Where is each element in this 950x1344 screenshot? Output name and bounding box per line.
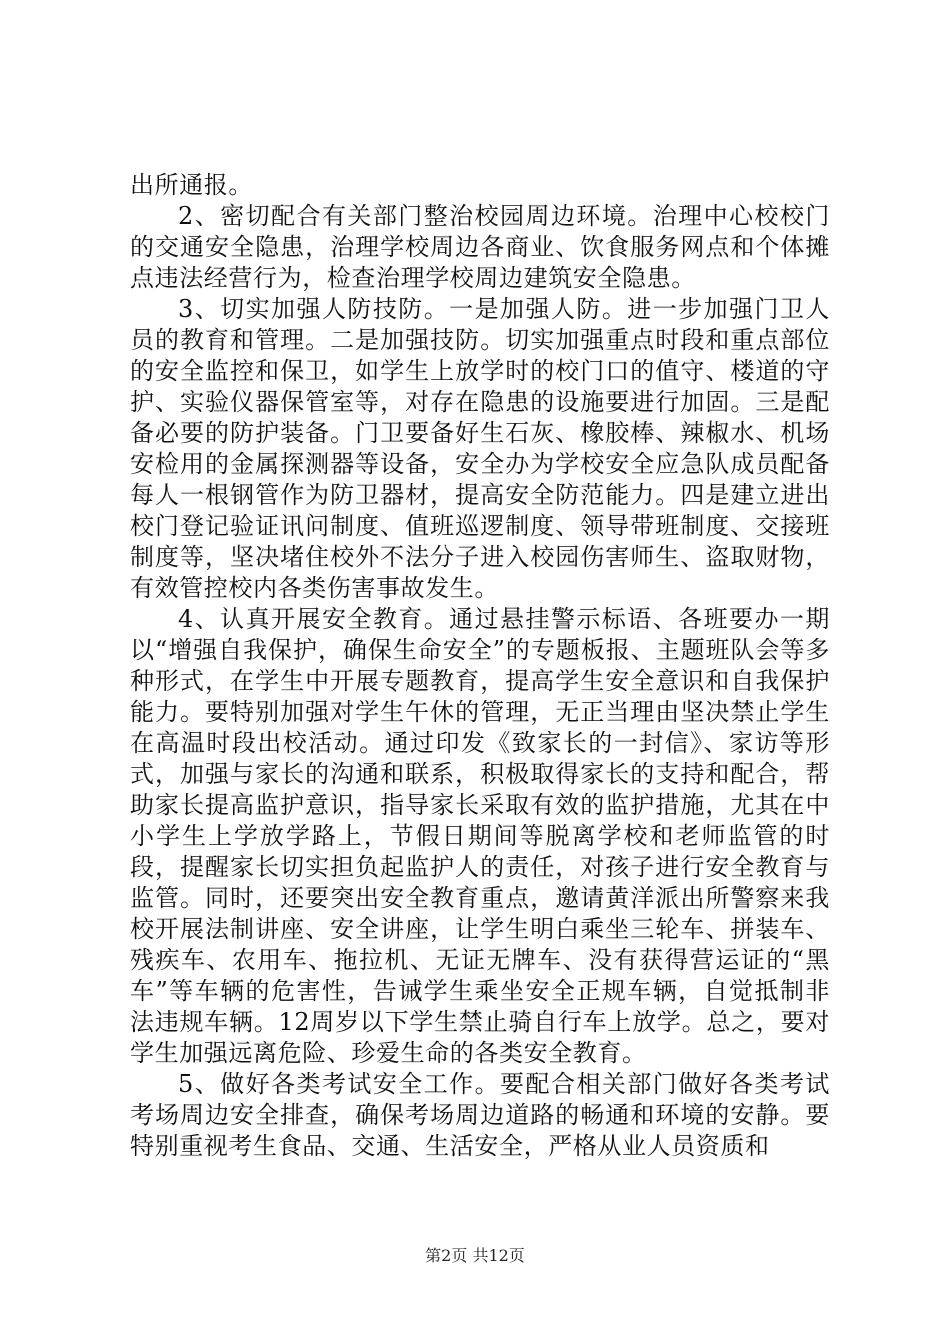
paragraph-3-security: 3、切实加强人防技防。一是加强人防。进一步加强门卫人员的教育和管理。二是加强技防。切实加强重点时段和重点部位的安全监控和保卫，如学生上放学时的校门口的值守、楼道的守护、实验仪器保管室等，对存在隐患的设施要进行加固。三是配备必要的防护装备。门卫要备好生石灰、橡胶棒、辣椒水、机场安检用的金属探测器等设备，安全办为学校安全应急队成员配备每人一根钢管作为防卫器材，提高安全防范能力。四是建立进出校门登记验证讯问制度、值班巡逻制度、领导带班制度、交接班制度等，坚决堵住校外不法分子进入校园伤害师生、盗取财物，有效管控校内各类伤害事故发生。: [130, 295, 830, 602]
paragraph-5-exams: 5、做好各类考试安全工作。要配合相关部门做好各类考试考场周边安全排查，确保考场周边道路的畅通和环境的安静。要特别重视考生食品、交通、生活安全，严格从业人员资质和: [130, 1070, 830, 1160]
document-body: [130, 170, 830, 1162]
page-number-footer: 第2页 共12页: [425, 1246, 525, 1265]
paragraph-4-education: 4、认真开展安全教育。通过悬挂警示标语、各班要办一期以“增强自我保护，确保生命安全”的专题板报、主题班队会等多种形式，在学生中开展专题教育，提高学生安全意识和自我保护能力。要特别加强对学生午休的管理，无正当理由坚决禁止学生在高温时段出校活动。通过印发《致家长的一封信》、家访等形式，加强与家长的沟通和联系，积极取得家长的支持和配合，帮助家长提高监护意识，指导家长采取有效的监护措施，尤其在中小学生上学放学路上，节假日期间等脱离学校和老师监管的时段，提醒家长切实担负起监护人的责任，对孩子进行安全教育与监管。同时，还要突出安全教育重点，邀请黄洋派出所警察来我校开展法制讲座、安全讲座，让学生明白乘坐三轮车、拼装车、残疾车、农用车、拖拉机、无证无牌车、没有获得营运证的“黑车”等车辆的危害性，告诫学生乘坐安全正规车辆，自觉抵制非法违规车辆。12周岁以下学生禁止骑自行车上放学。总之，要对学生加强远离危险、珍爱生命的各类安全教育。: [130, 605, 830, 1067]
paragraph-continuation: 出所通报。: [130, 171, 253, 199]
paragraph-2-surroundings: 2、密切配合有关部门整治校园周边环境。治理中心校校门的交通安全隐患，治理学校周边各商业、饮食服务网点和个体摊点违法经营行为，检查治理学校周边建筑安全隐患。: [130, 202, 830, 292]
